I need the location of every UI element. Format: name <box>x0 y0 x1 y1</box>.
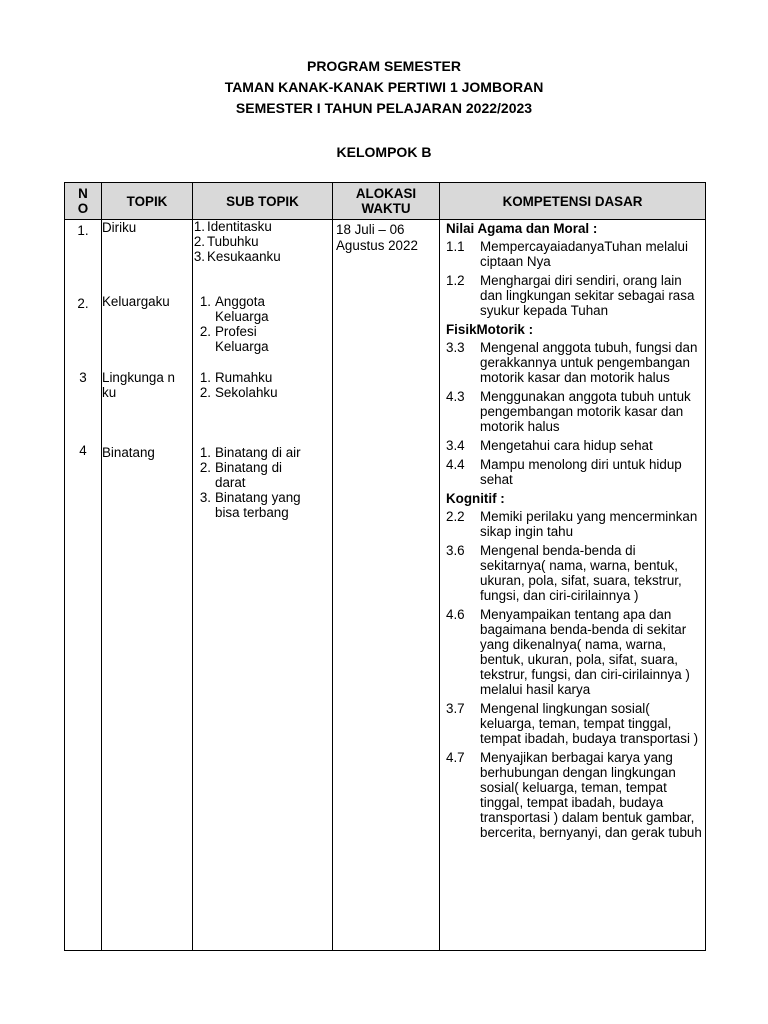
subtopic-list <box>193 294 311 354</box>
row-no: 1. <box>77 223 89 238</box>
col-header-topik: TOPIK <box>102 183 193 220</box>
row-topik: Lingkunga nku <box>102 370 175 400</box>
col-header-kd: KOMPETENSI DASAR <box>440 183 706 220</box>
table-header-row <box>65 183 706 220</box>
title-line-3: SEMESTER I TAHUN PELAJARAN 2022/2023 <box>235 100 533 116</box>
subtopic-item: 2. Profesi Keluarga <box>199 324 269 354</box>
document-title <box>0 56 768 119</box>
kd-heading: Nilai Agama dan Moral : <box>446 221 598 236</box>
kd-column <box>440 220 706 951</box>
kd-item: 4.4 Mampu menolong diri untuk hidup sehat <box>446 457 682 487</box>
alokasi-column <box>333 220 440 951</box>
row-no: 3 <box>79 370 87 385</box>
row-no: 4 <box>79 443 87 458</box>
kd-item: 3.3 Mengenal anggota tubuh, fungsi dan gerakkannya untuk pengembangan motorik kasar dan motorik halus <box>446 340 698 385</box>
alokasi-waktu: 18 Juli – 06 Agustus 2022 <box>336 222 418 253</box>
group-label: KELOMPOK B <box>336 144 432 160</box>
row-topik: Binatang <box>102 445 155 460</box>
subtopic-item: 1. Binatang di air <box>199 445 301 460</box>
row-topik: Diriku <box>102 220 137 235</box>
subtopic-list <box>193 370 332 400</box>
kd-item: 3.6 Mengenal benda-benda di sekitarnya( nama, warna, bentuk, ukuran, pola, sifat, suara, tekstrur, fungsi, dan ciri-cirilainnya ) <box>446 543 682 603</box>
subtopic-item: 1. Rumahku <box>199 370 273 385</box>
subtopic-item: 3. Binatang yang bisa terbang <box>199 490 301 520</box>
kd-heading: FisikMotorik : <box>446 322 534 337</box>
topik-column <box>102 220 193 951</box>
row-topik: Keluargaku <box>102 294 170 309</box>
subtopic-item: 2. Binatang di darat <box>199 460 283 490</box>
subtopic-list <box>193 219 332 264</box>
subtopic-item: 3. Kesukaanku <box>193 249 281 264</box>
kd-item: 2.2 Memiki perilaku yang mencerminkan sikap ingin tahu <box>446 509 698 539</box>
subtopic-item: 2. Sekolahku <box>199 385 278 400</box>
row-no: 2. <box>77 296 89 311</box>
col-header-alokasi: ALOKASI WAKTU <box>333 183 440 220</box>
title-line-1: PROGRAM SEMESTER <box>306 58 461 74</box>
title-line-2: TAMAN KANAK-KANAK PERTIWI 1 JOMBORAN <box>224 79 544 95</box>
kd-item: 1.2 Menghargai diri sendiri, orang lain dan lingkungan sekitar sebagai rasa syukur kepada Tuhan <box>446 273 695 318</box>
kd-item: 4.3 Menggunakan anggota tubuh untuk pengembangan motorik kasar dan motorik halus <box>446 389 691 434</box>
kd-item: 4.7 Menyajikan berbagai karya yang berhubungan dengan lingkungan sosial( keluarga, teman, tempat tinggal, tempat ibadah, budaya transportasi ) dalam bentuk gambar, bercerita, bernyanyi, dan gerak tubuh <box>446 750 702 840</box>
program-table <box>64 182 706 951</box>
col-header-subtopik: SUB TOPIK <box>193 183 333 220</box>
subtopic-item: 2. Tubuhku <box>193 234 259 249</box>
kd-item: 4.6 Menyampaikan tentang apa dan bagaimana benda-benda di sekitar yang dikenalnya( nama, warna, bentuk, ukuran, pola, sifat, suara, tekstrur, fungsi, dan ciri-cirilainnya ) melalui hasil karya <box>446 607 690 697</box>
kd-heading: Kognitif : <box>446 491 505 506</box>
kd-item: 3.7 Mengenal lingkungan sosial( keluarga, teman, tempat tinggal, tempat ibadah, budaya transportasi ) <box>446 701 699 746</box>
subtopic-item: 1. Anggota Keluarga <box>199 294 269 324</box>
table-body-row <box>65 220 706 951</box>
kd-item: 3.4 Mengetahui cara hidup sehat <box>446 438 653 453</box>
subtopic-list <box>193 445 305 520</box>
kd-item: 1.1 MempercayaiadanyaTuhan melalui ciptaan Nya <box>446 239 688 269</box>
subtopik-column <box>193 220 333 951</box>
no-column <box>65 220 102 951</box>
col-header-no: N O <box>65 183 102 220</box>
subtopic-item: 1. Identitasku <box>193 219 272 234</box>
